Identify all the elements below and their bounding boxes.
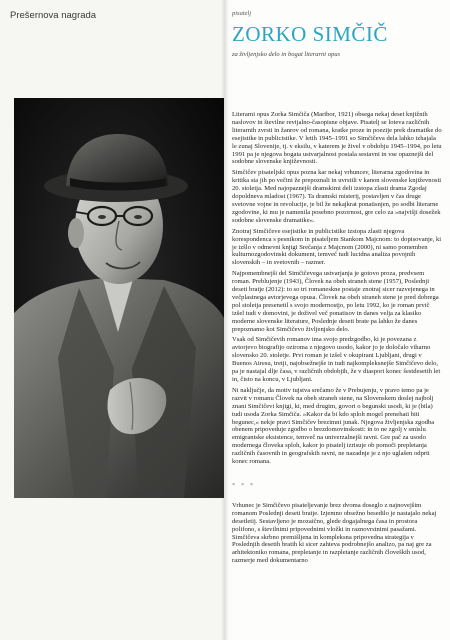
kicker-label: pisatelj bbox=[232, 10, 252, 17]
paragraph-3: Znotraj Simčičeve esejistike in publicistike izstopa zlasti njegova korespondenca s pesnikom in pisateljem Stankom Majcnom: to dopisovanje, ki je izšlo v odmevni knjigi Srečanja z Majcnom (2000), ni samo pomemben kulturnozgodovinski dokument, temveč tudi lucidna analiza povojnih slovenskih – in svetovnih – razmer. bbox=[232, 227, 442, 267]
paragraph-7: Vrhunec je Simčičevo pisateljevanje brez dvoma doseglo z najnovejšim romanom Poslednji deseti bratje. Izjemno obsežno besedilo je nastajalo nekaj desetletij. Sestavljeno je mozaično, glede dogajalnega časa in prostora polifono, s številnimi pripovednimi vložki in raznovrstnimi pasažami. Simčičeva skrbno premišljena in kompleksna pripovedna strategija v Poslednjih desetih bratih ki sicer zahteva podrobnejšo analizo, pa naj gre za arhitektoniko romana, prepletanje in razpletanje različnih človeških usod, razmerje med dokumentarno bbox=[232, 501, 437, 565]
section-title: Prešernova nagrada bbox=[10, 10, 97, 21]
article-body bbox=[232, 111, 442, 568]
paragraph-4: Najpomembnejši del Simčičevega ustvarjanja je gotovo proza, predvsem roman. Preblujenje (1943), Človek na obeh straneh stene (1957), Poslednji deseti bratje (2012): to so tri romaneskne postaje znotraj sicer razvejenega in večplastnega avtorjevega opusa. Človek na obeh straneh stene je pred dobrega pol stoletja presenetil s svojo modernostjo, po letu 1992, ko je roman prvič izšel tudi v domovini, je doživel več ponatisov in danes velja za klasiko moderne slovenske literature, Poslednje deseti brate pa lahko že danes prepoznamo kot Simčičevo življenjsko delo. bbox=[232, 270, 439, 333]
article-subtitle: za življenjsko delo in bogat literarni opus bbox=[232, 51, 340, 58]
page-gutter bbox=[221, 0, 229, 640]
article-title: ZORKO SIMČIČ bbox=[232, 22, 388, 46]
paragraph-2: Simčičev pisateljski opus pozna kar nekaj vrhuncev, literarna zgodovina in kritika sta jih po večini že prepoznali in uvrstili v kanon slovenske književnosti 20. stoletja. Med najopaznejši dramskimi deli izstopa zlasti drama Zgodaj dopoldneva mladost (1967). Ta dramski misterij, postavljen v čas druge svetovne vojne in revolucije, je bil že nekajkrat ponatisnjen, po sodbi literarne zgodovine, ki mu je namenila posebno pozornost, gre celo za »najvišji dosežek sodobne slovenske dramatike«. bbox=[232, 169, 442, 224]
paragraph-6: Ni naključje, da motiv tujstva srečamo že v Prebujenju, v pravo temo pa je razvit v romanu Človek na obeh straneh stene, na Slovenskem doslej najbolj znani Simčičevi knjigi, ki, med drugim, govori o begunski usodi, ki je (bila) tudi usoda Zorka Simčiča. »Kakor da bi kdo sploh mogel prenehati biti begunec,« nekje pravi Simčičev brezimni junak. Njegova življenjska zgodba obenem pripoveduje zgodbo o brezdomovinskosti: in to ne zgolj v smislu emigrantske eksistence, temveč na univerzalnejši ravni. Gre pač za usodo modernega človeka sploh, kakor jo pisatelj izrisuje ob pomoči prepletanja različnih časovnih in geografskih ravni, ne nazadnje je z njo uglašen odprti konec romana. bbox=[232, 386, 435, 466]
section-separator: * * * bbox=[232, 481, 256, 489]
author-portrait-photo bbox=[14, 98, 224, 498]
paragraph-1: Literarni opus Zorka Simčiča (Maribor, 1921) obsega nekaj deset knjižnih naslovov in številne revijalno-časopisne objave. Pisatelj se loteva različnih literarnih zvrsti in žanrov od romana, kratke proze in poezije prek dramatike do esejistike in publicistike. V letih 1945–1991 so Simčičeva dela lahko izhajala le zunaj Slovenije, tj. v eksilu, v katerem je živel v obdobju 1945–1994, po letu 1991 pa je njegova bogata ustvarjalnost postala sestavni in vse opaznejši del sodobne slovenske književnosti. bbox=[232, 111, 442, 166]
paragraph-5: Vsak od Simčičevih romanov ima svojo predzgodbo, ki je povezana z avtorjevo biografijo oziroma z njegovo usodo, kakor jo je določalo viharno slovensko 20. stoletje. Prvi roman je izšel v okupirani Ljubljani, drugi v Buenos Airesu, tretji, najobsežnejše in tudi najkompleksnejše Simčičevo delo, pa je nastajal dlje časa, v različnih obdobjih, že v diaspori konec šestdesetih let in, čisto na koncu, v Ljubljani. bbox=[232, 336, 441, 383]
